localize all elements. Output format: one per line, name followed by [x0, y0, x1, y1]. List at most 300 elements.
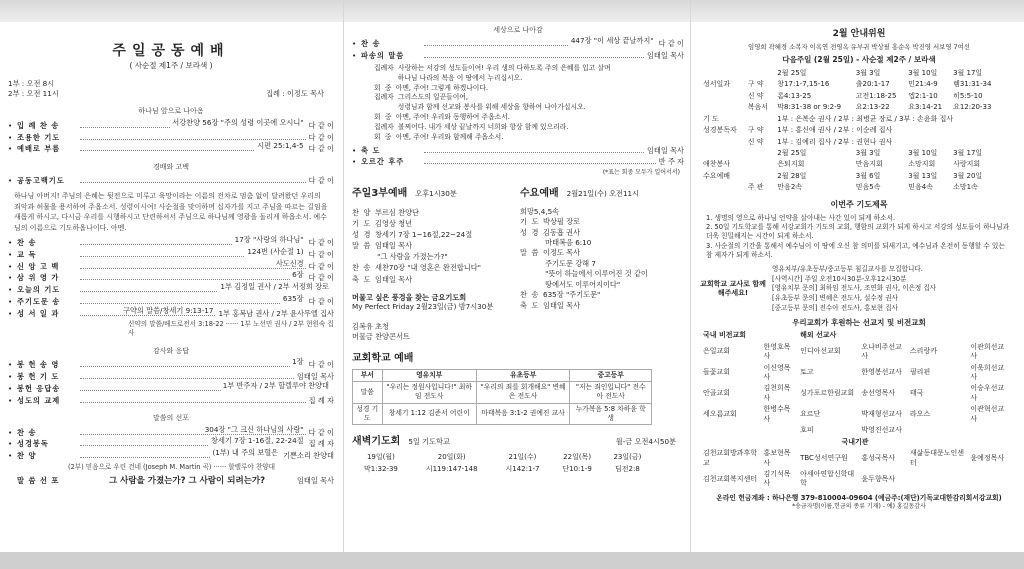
- prayer-topic: 2. 50일 기도학교를 통해 서강교회가 기도의 교회, 행함의 교회가 되게 하시고 서강의 성도들이 하나님과 더욱 친밀해지는 시간이 되게 하소서.: [706, 222, 1010, 241]
- teacher-line: [사역시간] 주일 오전10시30분-오후12시30분: [772, 274, 907, 283]
- dawn-prayer-time: 월-금 오전4시50분: [615, 436, 676, 446]
- mission-field: 스리랑카: [909, 347, 937, 356]
- wednesday-line: 성 경 김동흡 권사: [520, 227, 581, 237]
- reader-cell: 1부 : 김예리 집사 / 2부 : 권현나 권사: [777, 137, 893, 146]
- dawn-text: 딤전2:8: [615, 464, 640, 473]
- wed-cell: 만음2속: [777, 183, 803, 192]
- mission-row: [700, 383, 1010, 404]
- row-item: 서강찬양 56장 "주의 성령 이곳에 오시니": [172, 117, 304, 127]
- dawn-day: 22일(목): [563, 453, 592, 462]
- service-row: [8, 176, 334, 186]
- bullet: •: [8, 285, 13, 295]
- row-item: 1부 김정일 권사 / 2부 서정희 장로: [220, 282, 329, 292]
- church-name: 안골교회: [703, 389, 731, 398]
- row-label: 예배로 부름: [17, 144, 61, 154]
- dawn-day: 23일(금): [613, 453, 642, 462]
- bullet: •: [8, 360, 13, 370]
- afternoon-line: "그 사람을 가졌는가?": [352, 252, 448, 262]
- service-time-1: 1부 : 오전 8시: [8, 79, 55, 89]
- missions-title: 우리교회가 후원하는 선교지 및 비전교회: [792, 318, 926, 328]
- service-row: [8, 141, 334, 154]
- inst-pastor: 김기석목사: [763, 469, 791, 488]
- date-cell: 3월 3일: [855, 68, 881, 77]
- dawn-day: 20일(화): [437, 453, 466, 462]
- missionary: 오나비주선교사: [861, 342, 902, 361]
- row-label: 오르간 후주: [361, 157, 405, 167]
- service-row: [8, 258, 334, 272]
- lection-cell: 렘31:31-34: [953, 80, 992, 89]
- dawn-table: [352, 452, 652, 475]
- date-cell: 3월 3일: [855, 148, 881, 157]
- row-item: 구약의 말씀/창세기 9:13-17: [123, 305, 214, 315]
- row-leader: [80, 141, 306, 151]
- table-header: 중고등부: [570, 370, 652, 382]
- dawn-day: 19일(월): [366, 453, 395, 462]
- bullet: •: [8, 439, 13, 449]
- cat-cell: 성경봉독자: [703, 126, 737, 135]
- wednesday-service-time: 2월21일(수) 오전11시: [566, 189, 640, 199]
- row-label: 입 례 찬 송: [17, 120, 60, 130]
- bullet: •: [8, 451, 13, 461]
- sermon-row: [8, 476, 334, 487]
- missionary: 이관희선교사: [970, 342, 1005, 361]
- wednesday-line: 희망5,4,5속: [520, 206, 560, 216]
- row-item: (1부) 내 주의 보혈은: [212, 448, 279, 458]
- row-label: 찬 송: [17, 427, 37, 437]
- wed-cell: 믿음5속: [855, 183, 881, 192]
- concert-line-2: 머물금 찬양콘서트: [352, 331, 410, 341]
- cat-cell: [700, 91, 745, 102]
- row-label: 삼 위 영 가: [17, 273, 60, 283]
- row-right: 1부 홍복남 권사 / 2부 윤사무엘 집사: [218, 308, 334, 318]
- church-name: 세오름교회: [703, 410, 737, 419]
- bullet: •: [8, 395, 13, 405]
- wednesday-line: 기 도 박상필 장로: [520, 217, 581, 227]
- mission-row: [700, 425, 1010, 436]
- table-cell: "저는 죄인입니다" 전수아 전도사: [570, 382, 652, 403]
- service-row: [8, 396, 334, 406]
- missionary: 박영진선교사: [861, 426, 902, 435]
- row-right: 다 같 이: [308, 249, 334, 259]
- lectionary-table: [700, 68, 1000, 194]
- bottom-band: [0, 552, 1024, 569]
- bullet: •: [8, 273, 13, 283]
- mission-field: 요르단: [800, 410, 821, 419]
- missionary: 이승우선교사: [970, 384, 1005, 402]
- sub-cell: 구 약: [747, 126, 764, 135]
- wednesday-line: 주기도문 강해 7: [520, 258, 596, 268]
- row-label: 성 서 일 과: [17, 308, 60, 318]
- wednesday-line: "뜻이 하늘에서 이루어진 것 같이: [520, 269, 648, 279]
- row-label: 축 도: [361, 145, 381, 155]
- friday-prayer-time: My Perfect Friday 2월23일(금) 밤7시30분: [352, 302, 494, 312]
- dawn-prayer-sub: 5일 기도학교: [408, 436, 450, 446]
- bullet: •: [352, 157, 357, 167]
- litany-line: 성령님과 함께 선교와 봉사를 위해 세상을 향하여 나아가십시오.: [374, 103, 586, 112]
- prayer-topic: 1. 생명의 영으로 하나님 언약을 살아내는 사간 있이 되게 하소서.: [706, 213, 896, 222]
- bullet: •: [8, 132, 13, 142]
- table-header: 영유치부: [382, 370, 476, 382]
- dawn-text: 막1:32-39: [363, 464, 398, 473]
- missionary: 한영봉선교사: [861, 368, 902, 377]
- lection-cell: 막8:31-38 or 9:2-9: [777, 103, 842, 112]
- service-row: [8, 305, 334, 319]
- row-leader: [80, 448, 280, 458]
- inst-pastor: 윤두향목사: [861, 474, 896, 483]
- school-table: [352, 369, 652, 425]
- table-cell: 마태복음 3:1-2 권예진 교사: [476, 403, 569, 424]
- lection-cell: 출20:1-17: [855, 80, 890, 89]
- row-leader: [424, 146, 644, 153]
- litany-line: 하나님 나라의 복음 이 땅에서 누리십시오.: [374, 73, 523, 82]
- sending-and-schedule-panel: [352, 24, 684, 552]
- row-leader: [80, 246, 306, 257]
- row-item: 1부 반주자 / 2부 할렐루야 찬양대: [222, 380, 329, 390]
- cat-cell: 성서일과: [703, 80, 731, 89]
- church-name: 은일교회: [703, 347, 731, 356]
- row-right: 다 같 이: [658, 39, 684, 49]
- table-cell: "우리의 죄를 회개해요" 변혜은 전도사: [476, 382, 569, 403]
- row-leader: [424, 157, 656, 164]
- row-item: 사도신경: [275, 258, 304, 268]
- meal-cell: 만음지회: [855, 160, 883, 169]
- row-right: 집 례 자: [308, 395, 334, 405]
- church-pastor: 한영호목사: [763, 342, 791, 361]
- table-cell: "우리는 정원사입니다!" 최하임 전도사: [382, 382, 476, 403]
- wednesday-line: 말 씀 이정도 목사: [520, 248, 581, 258]
- row-right: 다 같 이: [308, 273, 334, 283]
- service-time-2: 2부 : 오전 11시: [8, 88, 59, 98]
- afternoon-service-title: 주일3부예배: [352, 188, 408, 200]
- inst-pastor: 홍성국목사: [861, 453, 896, 462]
- wednesday-service-title: 수요예배: [520, 188, 559, 200]
- mission-field: [907, 425, 967, 436]
- row-leader: [80, 176, 306, 183]
- nt-reading: 신약의 말씀/베드로전서 3:18-22 ······ 1부 노선민 권사 / 2부 현원숙 집사: [128, 320, 334, 338]
- sub-cell: 신 약: [747, 137, 764, 146]
- mission-field: 인디아선교회: [800, 347, 841, 356]
- service-row: [352, 51, 684, 61]
- bank-account: 온라인 헌금계좌 : 하나은행 379-810004-09604 (예금주:(재단)기독교대한감리회서강교회): [716, 493, 1002, 502]
- bullet: •: [8, 238, 13, 248]
- date-cell: 3월 20일: [953, 171, 983, 180]
- litany-line: 집례자 사랑하는 서강의 성도들이여! 우리 생의 다하도록 주의 은혜를 입고 살며: [374, 63, 611, 72]
- row-label: 조용한 기도: [17, 132, 61, 142]
- row-right: 집 례 자: [308, 439, 334, 449]
- table-cell: 누가복음 5:8 차하윤 학생: [570, 403, 652, 424]
- litany-line: 회 중 아멘, 주여! 우리와 동행하여 주옵소서.: [374, 113, 510, 122]
- table-header: 유초등부: [476, 370, 569, 382]
- fold-line: [690, 0, 691, 569]
- lection-cell: 요12:20-33: [953, 103, 992, 112]
- bullet: •: [8, 249, 13, 259]
- row-item: 447장 "이 세상 끝날까지": [570, 36, 654, 46]
- bullet: •: [8, 144, 13, 154]
- mission-field: 태국: [909, 389, 924, 398]
- sub-cell: 구 약: [747, 80, 764, 89]
- table-cell: 창세기 1:12 김준서 어린이: [382, 403, 476, 424]
- section-heading: 하나님 앞으로 나아옴: [138, 107, 204, 116]
- date-cell: 3월 10일: [908, 148, 938, 157]
- wednesday-line: 땅에서도 이루어지이다": [520, 279, 621, 289]
- row-label: 찬 양: [17, 451, 37, 461]
- bullet: •: [8, 308, 13, 318]
- row-label: 성도의 교제: [17, 395, 61, 405]
- church-pastor: 한병수목사: [763, 405, 791, 423]
- dawn-text: 단10:1-9: [562, 464, 592, 473]
- anthem-2: (2부) 믿음으로 우린 건네 (Joseph M. Martin 곡) ······ 할렐루야 찬양대: [68, 462, 275, 471]
- domestic-title: 국내 비전교회: [703, 331, 747, 340]
- row-leader: [80, 117, 306, 128]
- date-cell: 2월 25일: [777, 148, 807, 157]
- confession-prayer: 하나님 아버지! 주님의 은혜는 뒷전으로 미루고 육망이라는 이름의 전차로 멈춤 없이 달려왔던 우리의 죄악과 허물을 용서하여 주옵소서. 성령이시여! 사순절을 맞이하며 십자가를 지고 주님을 따르는 길임을 새롭게 하시고, 다시금 우리를 시행하시고 단련하셔서 주님으로 하나님께 영광을 돌리게 하옵소서. 예수님의 이름으로 기도하옵나이다. 아멘.: [14, 192, 328, 232]
- bullet: •: [352, 39, 357, 49]
- page-title: 주일공동예배: [112, 43, 230, 59]
- cat-cell: [700, 102, 745, 113]
- missionary: [967, 425, 1010, 436]
- section-heading: 세상으로 나아감: [493, 26, 543, 34]
- prayer-topic: 3. 사순절의 기간을 통해서 예수님이 이 땅에 오신 참 의미를 되새기고, 예수님과 온전히 동행할 수 있는 참 제자가 되게 하소서.: [706, 241, 1005, 260]
- meal-cell: 은퇴지회: [777, 160, 805, 169]
- lection-cell: 민21:4-9: [908, 80, 938, 89]
- row-leader: [80, 380, 331, 391]
- teacher-line: 영유치부/유초등부/중고등부 침길교사를 모집합니다.: [772, 265, 923, 274]
- table-cell: 성경 기도: [353, 403, 383, 424]
- ushers-title: 2월 안내위원: [832, 29, 886, 39]
- row-right: 임태일 목사: [296, 475, 334, 485]
- lection-cell: 요2:13-22: [855, 103, 890, 112]
- mission-field: 싱가포르한림교회: [800, 389, 855, 398]
- afternoon-line: 말 씀 임태일 목사: [352, 241, 413, 251]
- lection-cell: 창17:1-7,15-16: [777, 80, 830, 89]
- mission-row: [700, 342, 1010, 363]
- row-label: 성경봉독: [17, 439, 49, 449]
- missionary: 송선영목사: [861, 389, 896, 398]
- bullet: •: [8, 120, 13, 130]
- dawn-text: 시142:1-7: [505, 464, 540, 473]
- subtitle: ( 사순절 제1주 / 보라색 ): [129, 60, 213, 70]
- service-row: [8, 436, 334, 449]
- wed-cell: 믿음4속: [908, 183, 933, 192]
- prayer-cell: 1부 : 은복순 권사 / 2부 : 최병균 장로 / 3부 : 손윤화 집사: [777, 114, 954, 123]
- mission-field: 라오스: [909, 410, 931, 419]
- service-row: [8, 117, 334, 131]
- afternoon-service-time: 오후1시30분: [415, 189, 457, 199]
- row-right: 반 주 자: [658, 157, 684, 167]
- row-right: 다 같 이: [308, 261, 334, 271]
- meal-cell: 사랑지회: [953, 160, 981, 169]
- cat-cell: 수요예배: [703, 171, 731, 180]
- row-item: 창세기 7장 1-16절, 22-24절: [211, 436, 304, 446]
- service-row: [352, 36, 684, 49]
- reader-cell: 1부 : 홍신애 권사 / 2부 : 이순례 집사: [777, 126, 893, 135]
- missionary: 이욱희선교사: [970, 363, 1005, 381]
- presider: 집례 : 이정도 목사: [266, 88, 324, 98]
- date-cell: 3월 17일: [953, 148, 983, 157]
- litany-line: 회 중 아멘, 주여! 그렇게 하겠나이다.: [374, 83, 489, 92]
- row-item: 17장 "사랑의 하나님": [234, 235, 304, 245]
- teacher-line: [중고등부 문의] 전수아 전도사, 홍보현 집사: [772, 303, 899, 312]
- bullet: •: [352, 51, 357, 61]
- bullet: •: [8, 296, 13, 306]
- section-heading: 경배와 고백: [152, 163, 190, 172]
- wednesday-line: 축 도 임태일 목사: [520, 300, 581, 310]
- lection-cell: 엡2:1-10: [908, 91, 938, 100]
- bullet: •: [8, 261, 13, 271]
- row-right: 임태일 목사: [646, 51, 684, 61]
- row-leader: [80, 357, 306, 367]
- row-label: 교 독: [17, 249, 37, 259]
- sermon-title: 그 사람을 가졌는가? 그 사람이 되려는가?: [108, 475, 266, 486]
- row-item: 635장: [282, 293, 304, 303]
- meal-cell: 소망지회: [908, 160, 936, 169]
- teacher-callout: 교회학교 교사로 함께 해주세요!: [700, 279, 766, 298]
- church-name: 들꽃교회: [703, 368, 731, 377]
- inst-name: 김천교회복지센터: [703, 474, 758, 483]
- mission-row: [700, 404, 1010, 425]
- mission-field: 필리핀: [909, 368, 931, 377]
- service-row: [8, 448, 334, 461]
- announcements-panel: [700, 24, 1018, 552]
- lection-cell: 고전1:18-25: [855, 91, 897, 100]
- lection-cell: 히5:5-10: [953, 91, 983, 100]
- row-leader: [80, 305, 215, 316]
- inst-name: 아세아연합신학대학: [800, 469, 855, 488]
- row-label: 파송의 말씀: [361, 51, 405, 61]
- lection-cell: 요3:14-21: [908, 103, 943, 112]
- dawn-day: 21일(수): [508, 453, 537, 462]
- row-right: 다 같 이: [308, 144, 334, 154]
- wednesday-line: 찬 송 635장 "주기도문": [520, 290, 601, 300]
- lection-cell: 롬4:13-25: [777, 91, 812, 100]
- sub-cell: 신 약: [747, 91, 764, 100]
- table-cell: 말씀: [353, 382, 383, 403]
- afternoon-line: 찬 송 새찬70장 "내 영혼은 완전합니다": [352, 263, 481, 273]
- wed-cell: 소망1속: [953, 183, 978, 192]
- ushers-list: 임영희 곽혜경 소복자 이옥연 전영옥 유부귀 박상필 홍순옥 박진영 서보영 7여선: [748, 43, 970, 52]
- row-item: 6장: [292, 270, 304, 280]
- row-leader: [80, 235, 306, 245]
- service-row: [8, 357, 334, 370]
- standing-note: (*표는 회중 모두가 일어서서): [602, 169, 680, 177]
- row-label: 주기도문 송: [17, 296, 61, 306]
- order-of-worship-panel: [8, 24, 334, 552]
- wednesday-line: 마태복음 6:10: [520, 237, 592, 247]
- inst-name: 새삶동대문노인센터: [909, 449, 965, 467]
- sub-cell: 복음서: [747, 103, 769, 112]
- row-label: 말 씀 선 포: [17, 475, 60, 485]
- row-leader: [80, 133, 306, 140]
- date-cell: 2월 28일: [777, 171, 807, 180]
- section-heading: 감사와 응답: [152, 347, 190, 356]
- top-band: [0, 0, 1024, 22]
- row-right: 임태일 목사: [296, 372, 334, 382]
- row-right: 다 같 이: [308, 238, 334, 248]
- date-cell: 2월 25일: [777, 68, 807, 77]
- row-label: 봉 헌 기 도: [17, 372, 60, 382]
- row-right: 다 같 이: [308, 296, 334, 306]
- afternoon-line: 기 도 김영상 청년: [352, 218, 413, 228]
- row-item: 304장 "그 크신 하나님의 사랑": [204, 424, 304, 434]
- row-label: 신 앙 고 백: [17, 261, 60, 271]
- row-leader: [80, 282, 331, 292]
- teacher-line: [영유치부 문의] 최하임 전도사, 조연화 권사, 이은정 집사: [772, 284, 937, 293]
- row-leader: [80, 396, 306, 403]
- row-leader: [80, 270, 306, 280]
- row-leader: [80, 293, 306, 304]
- school-worship-title: 교회학교 예배: [352, 352, 414, 364]
- litany-line: 집례자 볼찌어다. 내가 세상 끝날까지 너희와 항상 함께 있으리라.: [374, 122, 569, 131]
- bullet: •: [352, 145, 357, 155]
- dawn-text: 시119:147-148: [425, 464, 478, 473]
- inst-name: TBC성서연구원: [800, 453, 848, 462]
- section-heading: 말씀의 선포: [152, 414, 190, 423]
- lectionary-title: 다음주일 (2월 25일) - 사순절 제2주 / 보라색: [782, 54, 936, 64]
- bank-note: *송금자명(이름,헌금의 종류 기재) - 예) 홍길동감사: [792, 502, 926, 510]
- inst-pastor: 윤예정목사: [970, 453, 1005, 462]
- row-leader: [424, 51, 644, 58]
- missionary: 박재형선교사: [861, 410, 902, 419]
- row-label: 찬 송: [361, 39, 381, 49]
- inst-pastor: 홍보현목사: [763, 449, 791, 467]
- dawn-prayer-title: 새벽기도회: [352, 435, 401, 447]
- abroad-title: 해외 선교사: [800, 331, 837, 340]
- cat-cell: 기 도: [703, 114, 719, 123]
- row-right: 다 같 이: [308, 427, 334, 437]
- row-right: 다 같 이: [308, 176, 334, 186]
- bullet: •: [8, 372, 13, 382]
- row-right: 임태일 목사: [646, 145, 684, 155]
- row-leader: [80, 436, 306, 446]
- row-leader: [424, 36, 656, 46]
- row-right: 다 같 이: [308, 120, 334, 130]
- row-label: 봉헌 응답송: [17, 383, 61, 393]
- cat-cell: 애찬봉사: [703, 160, 731, 169]
- row-leader: [80, 372, 294, 379]
- row-label: 찬 송: [17, 238, 37, 248]
- row-item: 1장: [292, 357, 304, 367]
- fold-line: [343, 0, 344, 569]
- sub-cell: 주 관: [747, 183, 764, 192]
- row-item: 124번 (사순절 1): [247, 246, 304, 256]
- mission-field: 호피: [800, 426, 814, 435]
- afternoon-line: 축 도 임태일 목사: [352, 274, 413, 284]
- bullet: •: [8, 176, 13, 186]
- row-item: 시편 25:1,4-5: [257, 141, 304, 151]
- date-cell: 3월 10일: [908, 68, 938, 77]
- row-leader: [80, 424, 306, 435]
- church-pastor: 이신영목사: [763, 363, 791, 381]
- institutions-title: 국내기관: [841, 437, 869, 446]
- row-label: 봉 헌 송 영: [17, 360, 60, 370]
- mission-row: [700, 363, 1010, 384]
- afternoon-line: 찬 양 부르심 찬양단: [352, 207, 419, 217]
- row-label: 공동고백기도: [17, 176, 65, 186]
- missionary: 이관혁선교사: [970, 405, 1005, 423]
- date-cell: 3월 6일: [855, 171, 881, 180]
- row-right: 다 같 이: [308, 132, 334, 142]
- bullet: •: [8, 427, 13, 437]
- friday-prayer-title: 머물고 싶은 풍경을 찾는 금요기도회: [352, 292, 467, 302]
- mission-field: 토고: [800, 368, 814, 377]
- date-cell: 3월 17일: [953, 68, 983, 77]
- church-pastor: 김천희목사: [763, 384, 791, 402]
- missions-table: [700, 330, 1010, 490]
- table-header: 부서: [353, 370, 383, 382]
- inst-name: 김천교회방과후학교: [703, 449, 758, 467]
- afternoon-line: 성 경 창세기 7장 1~16절,22~24절: [352, 229, 473, 239]
- service-row: [8, 380, 334, 394]
